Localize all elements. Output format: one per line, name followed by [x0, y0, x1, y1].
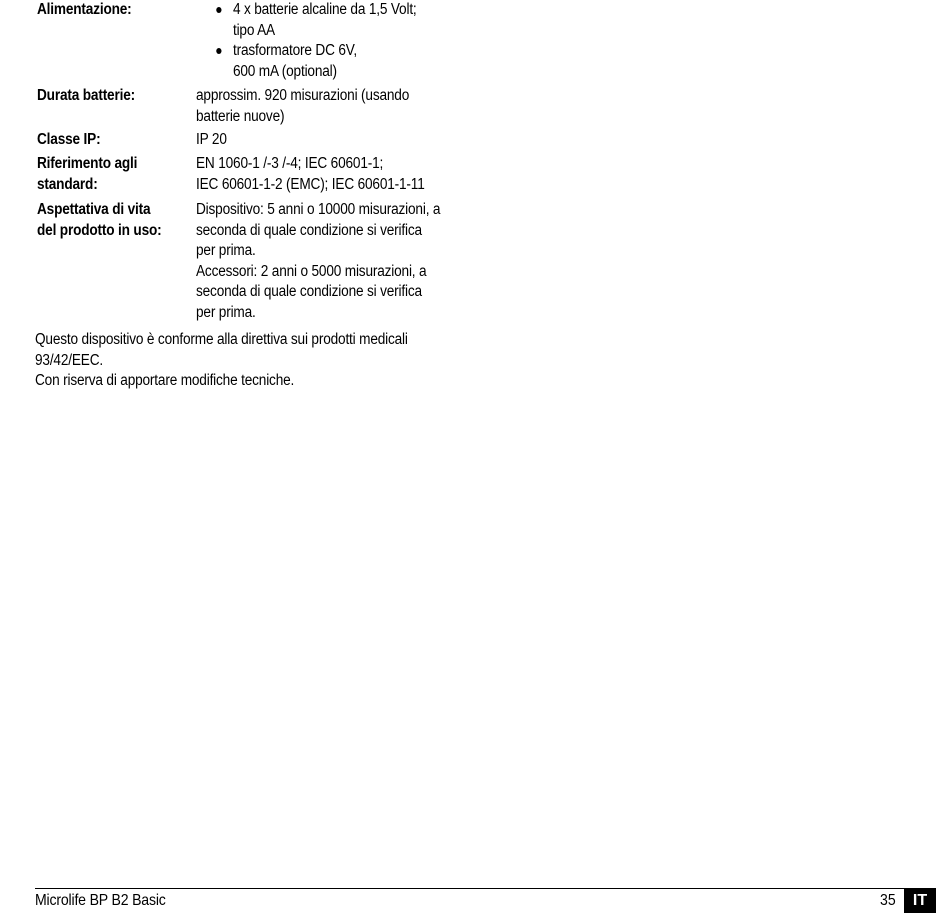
spec-label — [37, 0, 178, 21]
spec-label-line: Riferimento agli — [37, 155, 138, 172]
list-item-line: trasformatore DC 6V, — [232, 42, 358, 59]
spec-value — [196, 200, 486, 323]
spec-label-line: Classe IP: — [37, 131, 101, 148]
spec-label — [37, 130, 178, 151]
spec-value-line: EN 1060-1 /-3 /-4; IEC 60601-1; — [196, 155, 384, 172]
spec-value — [196, 154, 486, 195]
spec-row-alimentazione — [37, 0, 477, 82]
spec-label — [37, 200, 178, 241]
spec-label — [37, 86, 178, 107]
spec-label-line: Aspettativa di vita — [37, 201, 151, 218]
spec-value-line: approssim. 920 misurazioni (usando — [196, 87, 410, 104]
spec-value-line: IEC 60601-1-2 (EMC); IEC 60601-1-11 — [196, 175, 425, 193]
note-line: 93/42/EEC. — [35, 351, 104, 369]
note-line: Questo dispositivo è conforme alla direttiva sui prodotti medicali — [35, 331, 408, 348]
spec-row-aspettativa-vita — [37, 200, 477, 324]
list-item-line: 600 mA (optional) — [232, 62, 337, 80]
bullet-icon — [216, 7, 221, 13]
list-item — [196, 0, 486, 41]
compliance-notes — [35, 330, 475, 392]
list-item-line: 4 x batterie alcaline da 1,5 Volt; — [232, 1, 417, 18]
spec-label-line: Durata batterie: — [37, 87, 135, 104]
spec-label-line: del prodotto in uso: — [37, 221, 162, 239]
spec-row-durata-batterie — [37, 86, 477, 128]
page-number: 35 — [880, 892, 896, 909]
note-line: Con riserva di apportare modifiche tecniche. — [35, 372, 295, 389]
spec-value-line: Dispositivo: 5 anni o 10000 misurazioni, a — [196, 201, 441, 218]
list-item-line: tipo AA — [232, 21, 275, 39]
spec-value-line: per prima. — [196, 242, 256, 259]
spec-value-line: seconda di quale condizione si verifica — [196, 283, 422, 300]
spec-row-riferimento-standard — [37, 154, 477, 196]
list-item — [196, 41, 486, 82]
spec-label — [37, 154, 178, 195]
spec-value-line: Accessori: 2 anni o 5000 misurazioni, a — [196, 262, 427, 280]
language-badge: IT — [904, 889, 936, 913]
spec-label-line: Alimentazione: — [37, 1, 132, 18]
spec-value-line: per prima. — [196, 303, 256, 321]
footer-divider — [35, 888, 936, 889]
footer-product-name: Microlife BP B2 Basic — [35, 892, 166, 909]
spec-label-line: standard: — [37, 175, 98, 193]
spec-value — [196, 86, 486, 127]
spec-value-line: batterie nuove) — [196, 107, 285, 125]
spec-value — [196, 130, 486, 151]
spec-value-line: IP 20 — [196, 131, 227, 148]
spec-value — [196, 0, 486, 82]
spec-row-classe-ip — [37, 130, 477, 151]
spec-value-line: seconda di quale condizione si verifica — [196, 221, 422, 239]
bullet-icon — [216, 48, 221, 54]
